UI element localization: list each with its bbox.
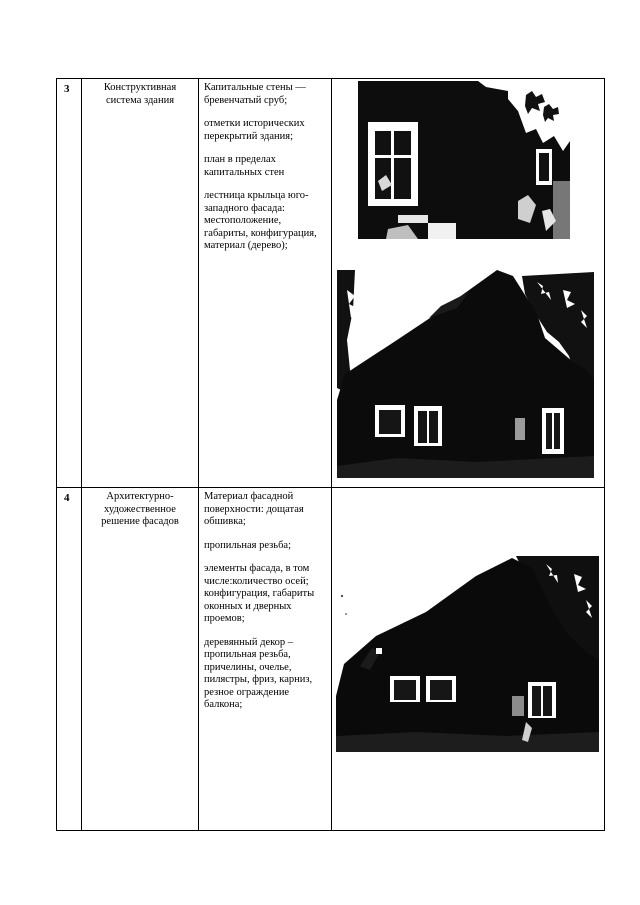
row-name-cell — [82, 79, 199, 488]
row-photos-cell — [332, 488, 605, 831]
description-item: пропильная резьба; — [204, 539, 292, 551]
description-item: отметки исторических перекрытий здания; — [204, 118, 305, 142]
row-name: Архитектурно-художественное решение фасадов — [101, 491, 179, 527]
description-item: элементы фасада, в том числе:количество осей; конфигурация, габариты оконных и дверных проемов; — [204, 563, 315, 624]
photo-log-wall-window — [358, 81, 570, 239]
row-name-cell — [82, 488, 199, 831]
description-item: Материал фасадной поверхности: дощатая обшивка; — [204, 491, 304, 527]
row-description — [199, 488, 331, 712]
description-item: лестница крыльца юго-западного фасада: местоположение, габариты, конфигурация, материал (дерево); — [204, 190, 317, 251]
table-row — [57, 79, 605, 488]
description-item: план в пределах капитальных стен — [204, 154, 285, 178]
row-description-cell — [199, 488, 332, 831]
row-name: Конструктивная система здания — [103, 82, 177, 106]
photo-house-facade-2 — [336, 556, 599, 752]
row-number-cell — [57, 79, 82, 488]
table-row — [57, 488, 605, 831]
description-item: Капитальные стены — бревенчатый сруб; — [204, 82, 306, 106]
row-description-cell — [199, 79, 332, 488]
row-number: 4 — [64, 492, 70, 504]
row-number: 3 — [64, 83, 70, 95]
row-number-cell — [57, 488, 82, 831]
heritage-table — [56, 78, 605, 831]
description-item: деревянный декор – пропильная резьба, причелины, очелье, пилястры, фриз, карниз, резное ограждение балкона; — [204, 636, 313, 710]
row-photos-cell — [332, 79, 605, 488]
photo-house-facade — [337, 270, 594, 478]
row-description — [199, 79, 331, 253]
